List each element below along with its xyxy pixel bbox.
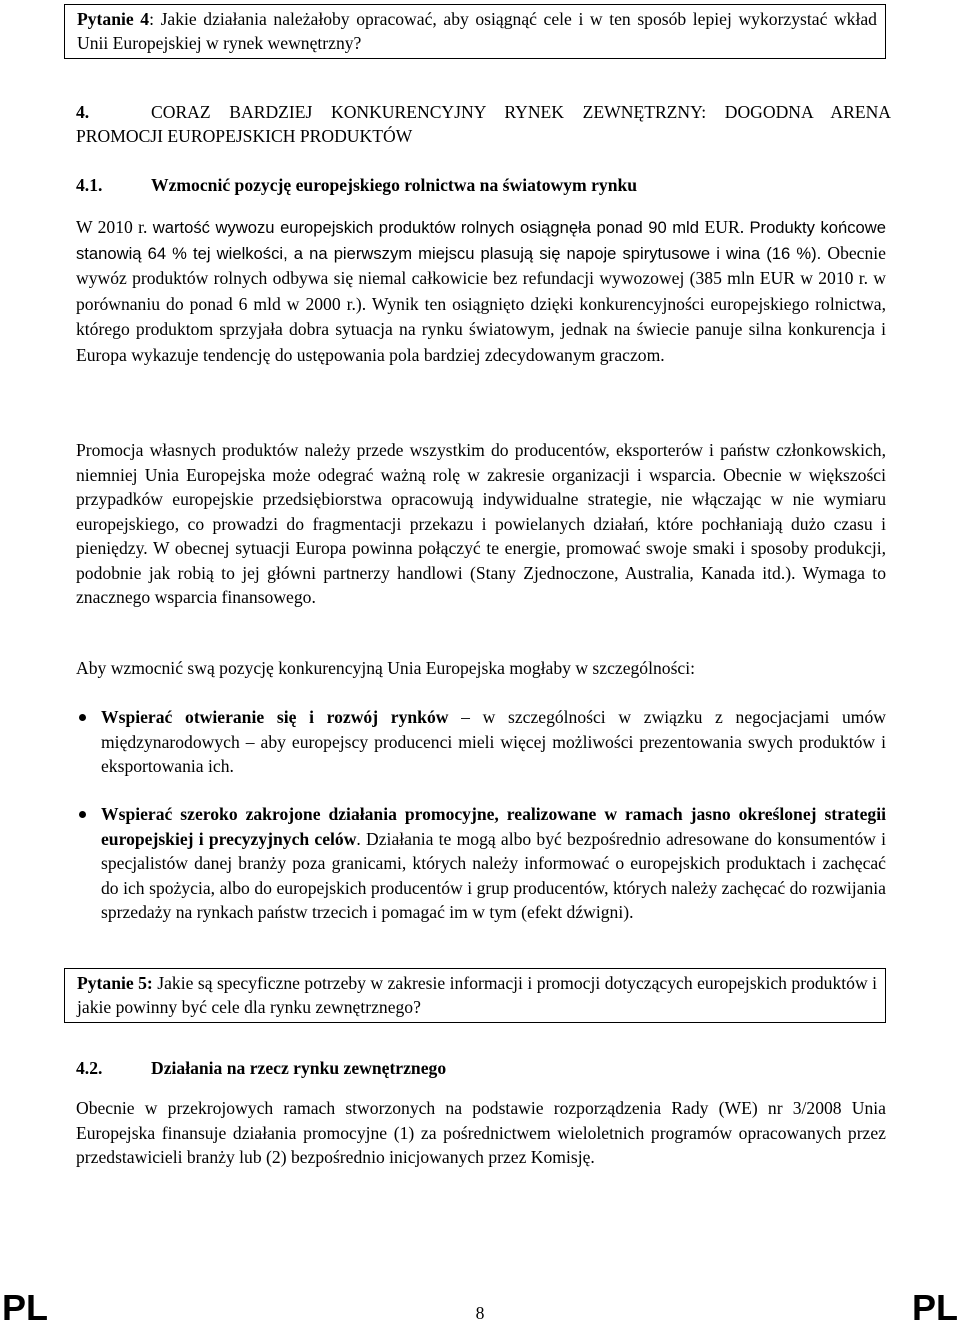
section-4-2-number: 4.2.	[76, 1058, 103, 1078]
section-4-2-heading	[76, 1056, 891, 1080]
section-4-1-title: Wzmocnić pozycję europejskiego rolnictwa na światowym rynku	[151, 175, 638, 195]
p1-eur: EUR.	[704, 217, 750, 237]
bullet-item	[76, 802, 886, 925]
p1-products: Produkty końcowe stanowią 64 % tej wielkości, a na pierwszym miejscu plasują się napoje spirytusowe i wina (16 %).	[76, 218, 886, 263]
bullet-text: – w szczególności w związku z negocjacjami umów międzynarodowych – aby europejscy producenci mieli więcej możliwości prezentowania swych produktów i eksportowania ich.	[101, 707, 886, 776]
question-5-text: Jakie są specyficzne potrzeby w zakresie informacji i promocji dotyczących europejskich produktów i jakie powinny być cele dla rynku zewnętrznego?	[77, 973, 877, 1017]
bullet-item	[76, 705, 886, 779]
section-4-number: 4.	[76, 102, 90, 122]
question-4-box	[64, 4, 886, 59]
p1-export: wartość wywozu europejskich produktów rolnych osiągnęła ponad 90 mld	[152, 218, 705, 237]
bullet-strong: Wspierać otwieranie się i rozwój rynków	[101, 707, 449, 727]
bullet-dot-icon	[79, 811, 86, 818]
bullet-dot-icon	[79, 714, 86, 721]
page-number: 8	[475, 1303, 485, 1323]
bullet-strong: Wspierać szeroko zakrojone działania promocyjne, realizowane w ramach jasno określonej strategii europejskiej i precyzyjnych celów	[101, 804, 886, 849]
paragraph-export-value	[76, 215, 886, 368]
section-4-title: CORAZ BARDZIEJ KONKURENCYJNY RYNEK ZEWNĘTRZNY: DOGODNA ARENA PROMOCJI EUROPEJSKICH PRODUKTÓW	[76, 102, 891, 146]
section-4-2-title: Działania na rzecz rynku zewnętrznego	[151, 1058, 447, 1078]
section-4-1-number: 4.1.	[76, 175, 103, 195]
section-4-1-heading	[76, 173, 891, 197]
paragraph-promotion: Promocja własnych produktów należy przede wszystkim do producentów, eksporterów i państw członkowskich, niemniej Unia Europejska może odegrać ważną rolę w zakresie organizacji i wsparcia. Obecnie w większości przypadków europejskie przedsiębiorstwa opracowują indywidualne strategie, nie włączając w nie wymiaru europejskiego, co prowadzi do fragmentacji przekazu i powielanych działań, które pochłaniają dużo czasu i pieniędzy. W obecnej sytuacji Europa powinna połączyć te energie, promować swoje smaki i sposoby produkcji, podobnie jak robią to jej główni partnerzy handlowi (Stany Zjednoczone, Australia, Kanada itd.). Wymaga to znacznego wsparcia finansowego.	[76, 440, 886, 607]
p1-lead: W 2010 r.	[76, 217, 153, 237]
question-4-label: Pytanie 4	[77, 9, 150, 29]
footer-language-right: PL	[911, 1287, 958, 1328]
p1-rest: Obecnie wywóz produktów rolnych odbywa się niemal całkowicie bez refundacji wywozowej (385 mln EUR w 2010 r. w porównaniu do ponad 6 mld w 2000 r.). Wynik ten osiągnięto dzięki konkurencyjności europejskiego rolnictwa, którego produktom sprzyjała dobra sytuacja na rynku światowym, jednak na świecie panuje silna konkurencja i Europa wykazuje tendencję do ustępowania pola bardziej zdecydowanym graczom.	[76, 242, 886, 365]
question-4-text: : Jakie działania należałoby opracować, aby osiągnąć cele i w ten sposób lepiej wykorzystać wkład Unii Europejskiej w rynek wewnętrzny?	[77, 9, 877, 53]
paragraph-regulation: Obecnie w przekrojowych ramach stworzonych na podstawie rozporządzenia Rady (WE) nr 3/2008 Unia Europejska finansuje działania promocyjne (1) za pośrednictwem wieloletnich programów opracowanych przez przedstawicieli branży lub (2) bezpośrednio inicjowanych przez Komisję.	[76, 1098, 886, 1167]
bullet-text: . Działania te mogą albo być bezpośrednio adresowane do konsumentów i specjalistów danej branży poza granicami, których należy informować o europejskich produktach i zachęcać do ich spożycia, albo do europejskich producentów i grup producentów, których należy zachęcać do rozwijania sprzedaży na rynkach państw trzecich i pomagać im w tym (efekt dźwigni).	[101, 828, 886, 922]
section-4-heading	[76, 100, 891, 148]
paragraph-intro-list: Aby wzmocnić swą pozycję konkurencyjną Unia Europejska mogłaby w szczególności:	[76, 658, 696, 678]
question-5-label: Pytanie 5:	[77, 973, 153, 993]
footer-language-left: PL	[2, 1287, 49, 1328]
question-5-box	[64, 968, 886, 1023]
